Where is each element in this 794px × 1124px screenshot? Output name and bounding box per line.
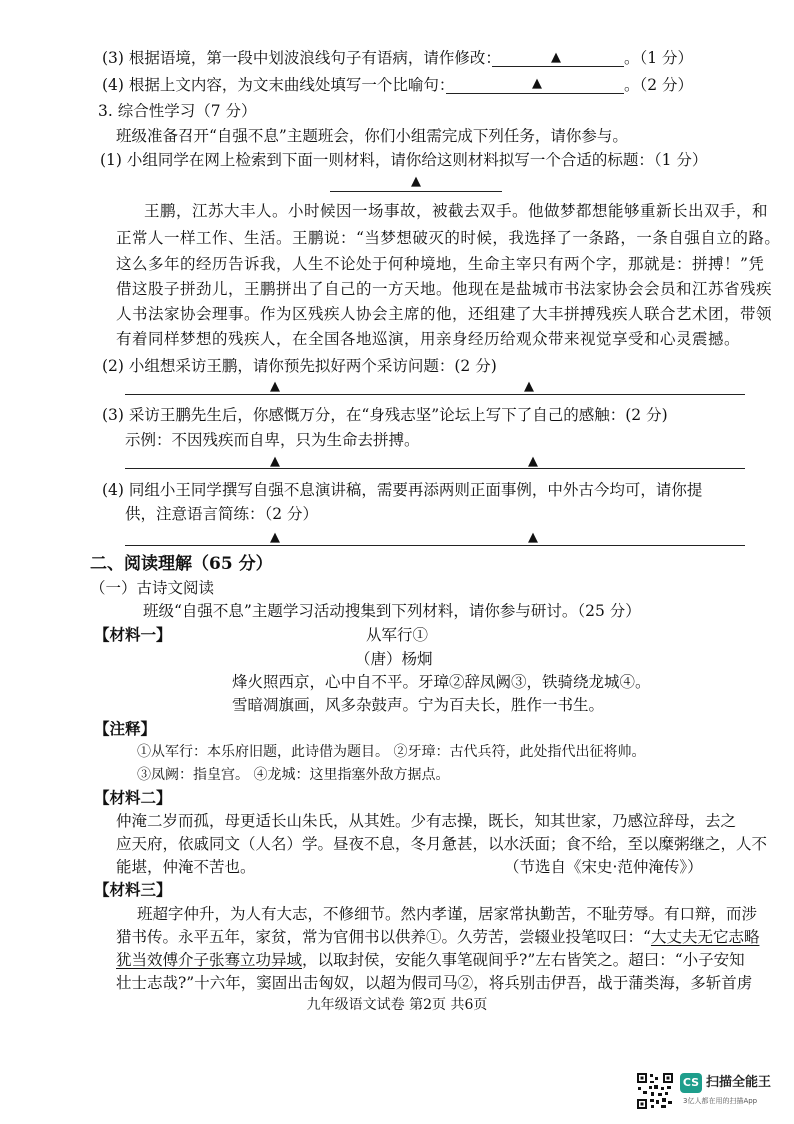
answer-line-interview — [125, 394, 745, 395]
poem-title: 从军行① — [366, 626, 429, 644]
scanner-logo-icon: CS — [680, 1073, 702, 1093]
poem-line: 烽火照西京，心中自不平。牙璋②辞凤阙③，铁骑绕龙城④。 — [232, 673, 651, 691]
blank-marker-icon: ▲ — [270, 530, 280, 545]
material-2-line: 仲淹二岁而孤，母更适长山朱氏，从其姓。少有志操，既长，知其世家，乃感泣辞母，去之 — [116, 812, 737, 830]
scanner-tagline: 3亿人都在用的扫描App — [683, 1097, 758, 1105]
page-footer: 九年级语文试卷 第2页 共6页 — [306, 997, 488, 1013]
material-3-text: ，以取封侯，安能久事笔砚间乎?”左右皆笑之。超曰：“小子安知 — [302, 951, 745, 969]
question-3: (3) 根据语境，第一段中划波浪线句子有语病，请作修改： — [102, 49, 501, 67]
blank-marker-icon: ▲ — [528, 454, 538, 469]
question-4-score: 。（2 分） — [624, 76, 694, 94]
material-2-line: 能堪，仲淹不苦也。 — [116, 858, 256, 876]
passage-line: 正常人一样工作、生活。王鹏说：“当梦想破灭的时候，我选择了一条路，一条自强自立的路。 — [116, 229, 781, 247]
section-3-intro: 班级准备召开“自强不息”主题班会，你们小组需完成下列任务，请你参与。 — [116, 127, 628, 145]
material-2-line: 应天府，依戚同文（人名）学。昼夜不息，冬月惫甚，以水沃面；食不给，至以糜粥继之，人不 — [116, 835, 768, 853]
underlined-sentence: 犹当效傅介子张骞立功异域 — [116, 951, 303, 969]
poem-line: 雪暗凋旗画，风多杂鼓声。宁为百夫长，胜作一书生。 — [232, 696, 605, 714]
answer-line-examples — [125, 545, 745, 546]
question-3-score: 。（1 分） — [624, 49, 694, 67]
subquestion-2: (2) 小组想采访王鹏，请你预先拟好两个采访问题：(2 分) — [102, 357, 497, 375]
material-3-line — [116, 927, 759, 947]
answer-line-feeling — [125, 468, 745, 469]
part-2-subtitle: （一）古诗文阅读 — [90, 579, 215, 597]
blank-marker-icon: ▲ — [528, 530, 538, 545]
answer-line-q3 — [492, 66, 624, 67]
note-line: ①从军行：本乐府旧题，此诗借为题目。 ②牙璋：古代兵符，此处指代出征将帅。 — [137, 744, 646, 760]
qr-code-icon — [636, 1072, 674, 1110]
part-2-intro: 班级“自强不息”主题学习活动搜集到下列材料，请你参与研讨。（25 分） — [143, 602, 641, 620]
subquestion-3: (3) 采访王鹏先生后，你感慨万分，在“身残志坚”论坛上写下了自己的感触：(2 分) — [102, 406, 668, 424]
blank-marker-icon: ▲ — [524, 379, 534, 394]
passage-line: 借这股子拼劲儿，王鹏拼出了自己的一方天地。他现在是盐城市书法家协会会员和江苏省残疾 — [116, 280, 773, 298]
material-3-line: 壮士志哉?”十六年，窦固出击匈奴，以超为假司马②，将兵别击伊吾，战于蒲类海，多斩首虏 — [116, 974, 753, 992]
material-2-source: （节选自《宋史·范仲淹传》） — [504, 858, 703, 876]
subquestion-4: (4) 同组小王同学撰写自强不息演讲稿，需要再添两则正面事例，中外古今均可，请你提 — [102, 481, 703, 499]
question-4: (4) 根据上文内容，为文末曲线处填写一个比喻句： — [102, 76, 455, 94]
subquestion-3-example: 示例：不因残疾而自卑，只为生命去拼搏。 — [125, 431, 420, 449]
passage-line: 人书法家协会理事。作为区残疾人协会主席的他，还组建了大丰拼搏残疾人联合艺术团，带领 — [116, 305, 773, 323]
blank-marker-icon: ▲ — [532, 76, 542, 91]
subquestion-1: (1) 小组同学在网上检索到下面一则材料，请你给这则材料拟写一个合适的标题：（1 分） — [100, 151, 708, 169]
part-2-title: 二、阅读理解（65 分） — [90, 554, 273, 574]
poem-author: （唐）杨炯 — [355, 650, 433, 668]
underlined-sentence: 大丈夫无它志略 — [650, 928, 760, 946]
subquestion-4-cont: 供，注意语言简练：（2 分） — [125, 505, 319, 523]
passage-line: 王鹏，江苏大丰人。小时候因一场事故，被截去双手。他做梦都想能够重新长出双手，和 — [144, 202, 769, 220]
answer-line-title — [330, 191, 502, 192]
note-line: ③凤阙：指皇宫。 ④龙城：这里指塞外敌方据点。 — [137, 767, 450, 783]
notes-label: 【注释】 — [94, 719, 157, 738]
material-1-label: 【材料一】 — [94, 625, 172, 644]
answer-line-q4 — [446, 93, 624, 94]
material-3-label: 【材料三】 — [94, 880, 172, 899]
material-3-text: 猎书传。永平五年，家贫，常为官佣书以供养①。久劳苦，尝辍业投笔叹曰：“ — [116, 928, 651, 946]
material-2-label: 【材料二】 — [94, 788, 172, 807]
blank-marker-icon: ▲ — [551, 50, 561, 65]
passage-line: 这么多年的经历告诉我，人生不论处于何种境地，生命主宰只有两个字，那就是：拼搏！”凭 — [116, 255, 765, 273]
material-3-line — [116, 950, 745, 970]
passage-line: 有着同样梦想的残疾人，在全国各地巡演，用亲身经历给观众带来视觉享受和心灵震撼。 — [116, 330, 741, 348]
blank-marker-icon: ▲ — [270, 454, 280, 469]
blank-marker-icon: ▲ — [270, 379, 280, 394]
blank-marker-icon: ▲ — [411, 174, 421, 189]
material-3-line: 班超字仲升，为人有大志，不修细节。然内孝谨，居家常执勤苦，不耻劳辱。有口辩，而涉 — [137, 905, 758, 923]
section-3-title: 3. 综合性学习（7 分） — [98, 102, 257, 120]
scanner-app-name: 扫描全能王 — [706, 1075, 772, 1090]
